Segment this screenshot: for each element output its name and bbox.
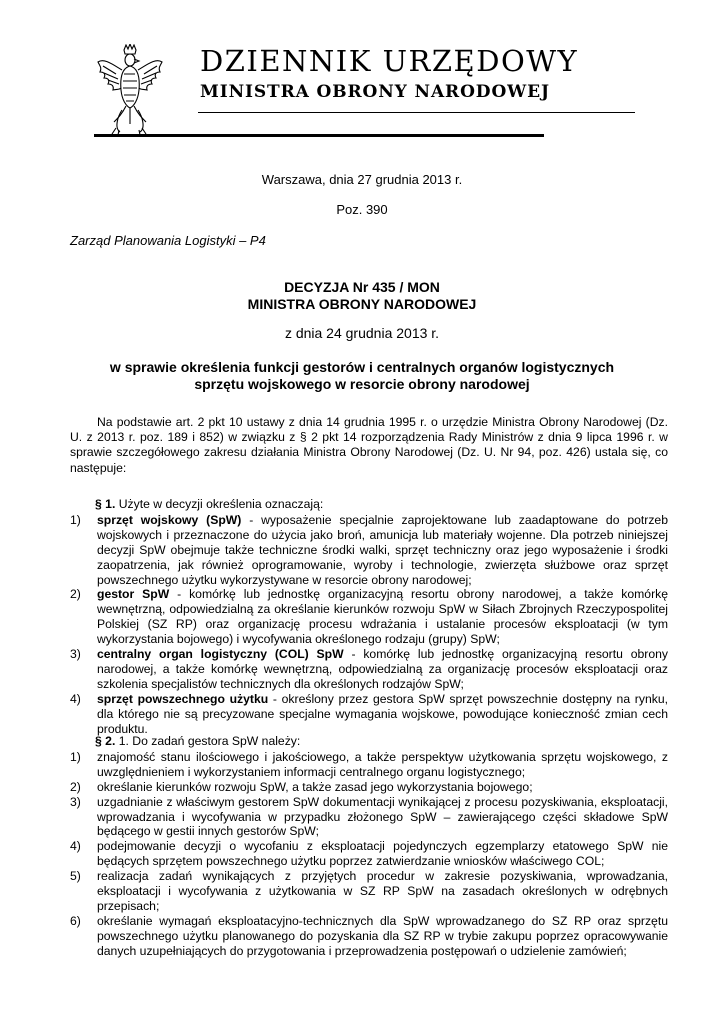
definition: - komórkę lub jednostkę organizacyjną resortu obrony narodowej, a także komórkę wewnętrzną, odpowiedzialną za organizację procesów eksploatacji oraz szkolenia specjalistów technicznych dla określonych rodzajów SpW; — [97, 647, 668, 691]
list-item — [70, 839, 668, 869]
item-number: 3) — [70, 794, 81, 809]
definition: - wyposażenie specjalnie zaprojektowane lub zaadaptowane do potrzeb wojskowych i przeznaczone do użycia jako broń, amunicja lub materiały wojenne. Dla potrzeb niniejszej decyzji SpW obejmuje także techniczne środki walki, sprzęt techniczny oraz jego wyposażenie i środki zaopatrzenia, jak również oprogramowanie, wyroby i technologie, zwierzęta służbowe oraz sprzęt powszechnego użytku wykorzystywane w resorcie obrony narodowej; — [97, 512, 668, 587]
list-item — [70, 795, 668, 840]
list-item — [70, 513, 668, 588]
issuing-unit: Zarząd Planowania Logistyki – P4 — [70, 233, 266, 248]
item-number: 4) — [70, 839, 81, 854]
decision-authority: MINISTRA OBRONY NARODOWEJ — [247, 296, 477, 312]
decision-subject-line2: sprzętu wojskowego w resorcie obrony narodowej — [194, 376, 530, 392]
decision-date: z dnia 24 grudnia 2013 r. — [284, 325, 440, 341]
preamble-text: Na podstawie art. 2 pkt 10 ustawy z dnia 14 grudnia 1995 r. o urzędzie Ministra Obrony Narodowej (Dz. U. z 2013 r. poz. 189 i 852) w związku z § 2 pkt 14 rozporządzenia Rady Ministrów z dnia 9 lipca 1996 r. w sprawie szczegółowego zakresu działania Ministra Obrony Narodowej (Dz. U. Nr 94, poz. 426) ustala się, co następuje: — [70, 415, 668, 475]
decision-title: DECYZJA Nr 435 / MON — [284, 279, 440, 295]
masthead-divider-thin — [198, 112, 635, 113]
item-text: realizacja zadań wynikających z przyjętych procedur w zakresie pozyskiwania, wprowadzania, eksploatacji i wycofywania z użytkowania w SZ RP SpW na zasadach określonych w odrębnych przepisach; — [97, 869, 668, 913]
section-2-heading — [95, 734, 668, 749]
polish-eagle-emblem-icon — [94, 44, 166, 136]
item-text: podejmowanie decyzji o wycofaniu z eksploatacji pojedynczych egzemplarzy etatowego SpW nie będących sprzętem powszechnego użytku poprzez zatwierdzanie wniosków właściwego COL; — [97, 839, 668, 869]
item-number: 6) — [70, 913, 81, 928]
place-date: Warszawa, dnia 27 grudnia 2013 r. — [261, 172, 463, 187]
item-text: określanie kierunków rozwoju SpW, a także zasad jego wykorzystania bojowego; — [97, 779, 533, 794]
list-item — [70, 780, 668, 795]
section-1 — [70, 497, 668, 737]
position-number: Poz. 390 — [336, 202, 388, 217]
list-item — [70, 914, 668, 959]
definition: - określony przez gestora SpW sprzęt powszechnie dostępny na rynku, dla którego nie są precyzowane specjalne wymagania wojskowe, powodujące konieczność zmian cech produktu. — [97, 691, 668, 736]
list-item — [70, 692, 668, 737]
section-1-heading — [95, 497, 668, 512]
item-number: 2) — [70, 779, 81, 794]
list-item — [70, 587, 668, 647]
decision-subject-line1: w sprawie określenia funkcji gestorów i centralnych organów logistycznych — [109, 359, 615, 375]
journal-subtitle: MINISTRA OBRONY NARODOWEJ — [200, 82, 550, 102]
item-text: znajomość stanu ilościowego i jakościowego, a także perspektyw użytkowania sprzętu wojskowego, z uwzględnieniem i wykorzystaniem informacji centralnego organu logistycznego; — [97, 749, 668, 779]
item-number: 3) — [70, 647, 81, 662]
term: sprzęt powszechnego użytku — [97, 691, 269, 706]
term: sprzęt wojskowy (SpW) — [97, 512, 242, 527]
list-item — [70, 869, 668, 914]
item-number: 1) — [70, 749, 81, 764]
item-text: określanie wymagań eksploatacyjno-technicznych dla SpW wprowadzanego do SZ RP oraz sprzętu powszechnego użytku planowanego do pozyskania dla SZ RP w trybie zakupu poprzez opracowywanie danych uzupełniających do przygotowania i przeprowadzenia postępowań o udzielenie zamówień; — [97, 913, 668, 958]
section-2 — [70, 734, 668, 959]
journal-title: DZIENNIK URZĘDOWY — [200, 44, 579, 78]
item-number: 4) — [70, 691, 81, 706]
definition: - komórkę lub jednostkę organizacyjną resortu obrony narodowej, a także komórkę wewnętrzną, odpowiedzialną za określanie kierunków rozwoju SpW w Siłach Zbrojnych Rzeczypospolitej Polskiej (SZ RP) oraz organizację procesu wdrażania i ustalanie procesów eksploatacji (w tym wykorzystania bojowego) i wycofywania określonego rodzaju (grupy) SpW; — [97, 587, 668, 647]
item-text: uzgadnianie z właściwym gestorem SpW dokumentacji wynikającej z procesu pozyskiwania, eksploatacji, wprowadzania i wycofywania w przypadku złożonego SpW – zawierającego części składowe SpW będącego w gestii innych gestorów SpW; — [97, 794, 668, 839]
term: gestor SpW — [97, 587, 170, 602]
item-number: 1) — [70, 512, 81, 527]
masthead — [88, 42, 648, 142]
section-1-mark: § 1. — [95, 497, 116, 511]
term: centralny organ logistyczny (COL) SpW — [97, 647, 344, 662]
list-item — [70, 647, 668, 692]
section-2-intro: 1. Do zadań gestora SpW należy: — [115, 734, 301, 748]
section-1-intro: Użyte w decyzji określenia oznaczają: — [115, 497, 324, 511]
section-2-mark: § 2. — [95, 734, 116, 748]
item-number: 5) — [70, 869, 81, 884]
preamble — [70, 415, 668, 476]
list-item — [70, 750, 668, 780]
item-number: 2) — [70, 587, 81, 602]
masthead-divider-thick — [94, 134, 544, 137]
